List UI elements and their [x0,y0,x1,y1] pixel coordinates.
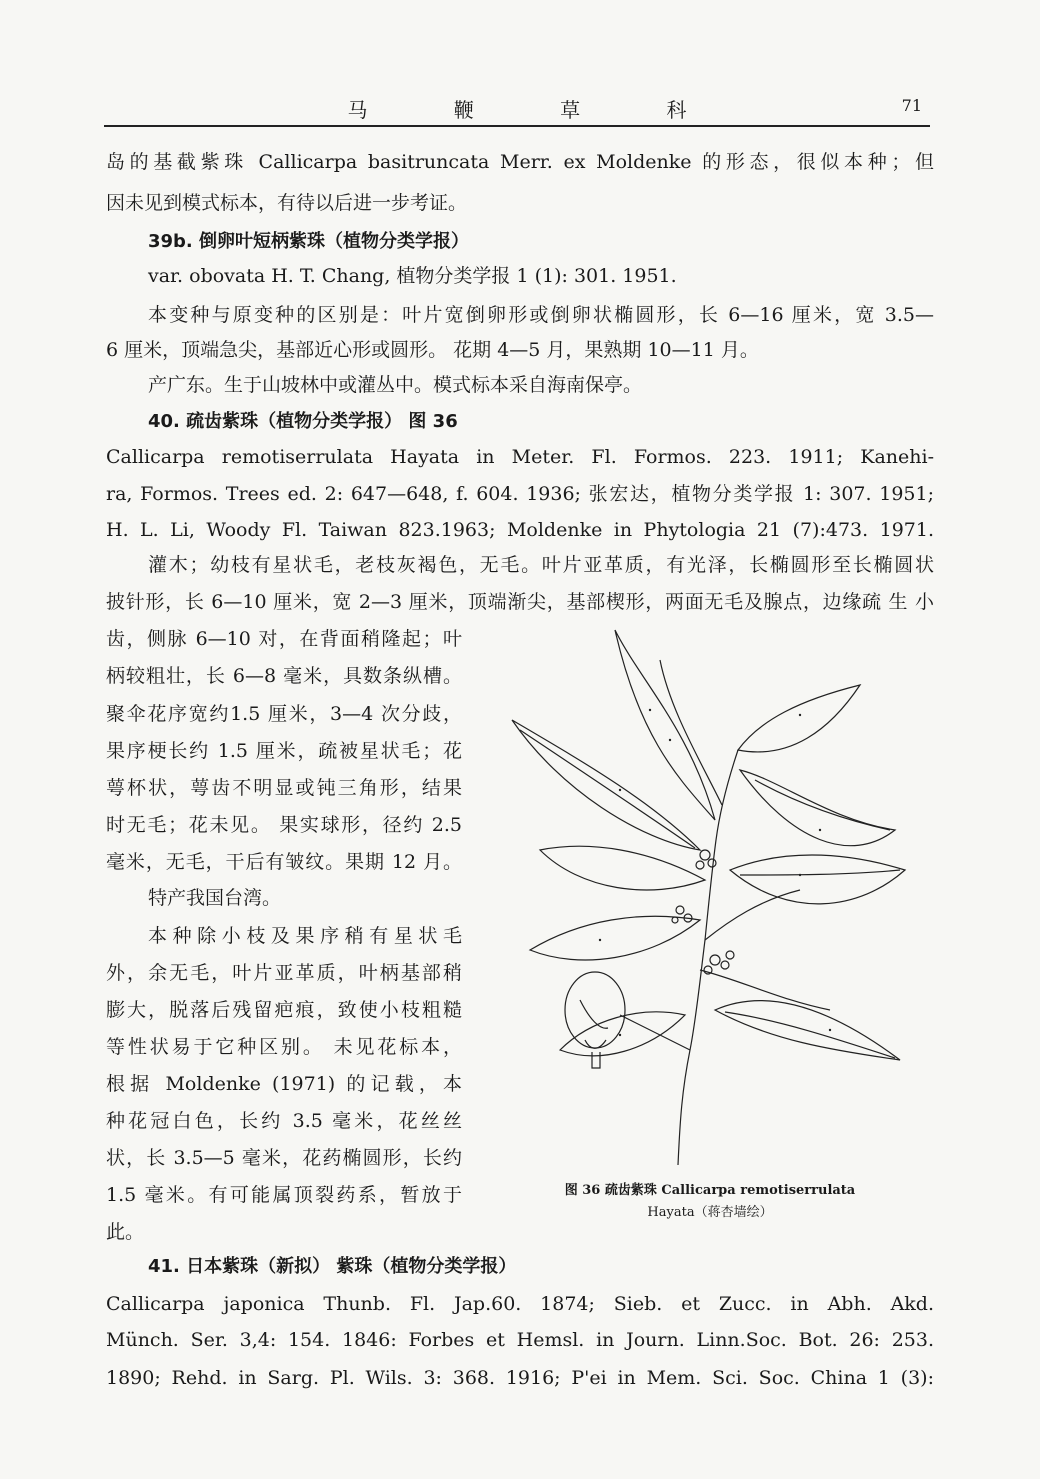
column-line: 此。 [106,1221,145,1243]
column-line: 毫米，无毛，干后有皱纹。果期 12 月。 [106,851,462,873]
description-line: 灌木；幼枝有星状毛，老枝灰褐色，无毛。叶片亚革质，有光泽，长椭圆形至长椭圆状 [148,554,934,576]
caption-line: 图 36 疏齿紫珠 Callicarpa remotiserrulata [564,1183,856,1198]
column-line: 时无毛；花未见。 果实球形，径约 2.5 [106,814,462,836]
column-line: 特产我国台湾。 [148,887,282,909]
section-heading-40: 40. 疏齿紫珠（植物分类学报） 图 36 [148,411,458,432]
botanical-illustration [500,620,920,1165]
body-line: 因未见到模式标本，有待以后进一步考证。 [106,192,468,214]
species-citation: Callicarpa japonica Thunb. Fl. Jap.60. 1874; Sieb. et Zucc. in Abh. Akd. [106,1293,934,1315]
column-line: 根据 Moldenke (1971) 的记载，本 [106,1073,462,1095]
section-heading-41: 41. 日本紫珠（新拟） 紫珠（植物分类学报） [148,1256,517,1277]
column-line: 果序梗长约 1.5 厘米，疏被星状毛；花 [106,740,462,762]
figure-caption [500,1180,920,1224]
header-rule [104,125,930,127]
column-line: 齿，侧脉 6—10 对，在背面稍隆起；叶 [106,628,462,650]
body-line: 6 厘米，顶端急尖，基部近心形或圆形。 花期 4—5 月，果熟期 10—11 月。 [106,339,759,361]
column-line: 本种除小枝及果序稍有星状毛 [148,925,462,947]
column-line: 外，余无毛，叶片亚革质，叶柄基部稍 [106,962,462,984]
column-line: 种花冠白色，长约 3.5 毫米，花丝丝 [106,1110,462,1132]
column-line: 等性状易于它种区别。 未见花标本， [106,1036,462,1058]
page-number: 71 [901,96,922,115]
column-line: 萼杯状，萼齿不明显或钝三角形，结果 [106,777,462,799]
column-line: 柄较粗壮，长 6—8 毫米，具数条纵槽。 [106,665,462,687]
column-line: 聚伞花序宽约1.5 厘米，3—4 次分歧， [106,703,462,725]
body-line: var. obovata H. T. Chang, 植物分类学报 1 (1): 301. 1951. [148,265,677,287]
citation-line: H. L. Li, Woody Fl. Taiwan 823.1963; Moldenke in Phytologia 21 (7):473. 1971. [106,519,934,541]
species-citation: Callicarpa remotiserrulata Hayata in Meter. Fl. Formos. 223. 1911; Kanehi- [106,446,934,468]
column-line: 膨大，脱落后残留疤痕，致使小枝粗糙 [106,999,462,1021]
running-title: 马 鞭 草 科 [347,98,727,122]
body-line: 本变种与原变种的区别是：叶片宽倒卵形或倒卵状椭圆形，长 6—16 厘米，宽 3.5— [148,304,934,326]
section-heading-39b: 39b. 倒卵叶短柄紫珠（植物分类学报） [148,231,470,252]
column-line: 状，长 3.5—5 毫米，花药椭圆形，长约 [106,1147,462,1169]
description-line: 披针形，长 6—10 厘米，宽 2—3 厘米，顶端渐尖，基部楔形，两面无毛及腺点，边缘疏 生 小 [106,591,934,613]
body-line: 岛的基截紫珠 Callicarpa basitruncata Merr. ex Moldenke 的形态，很似本种；但 [106,151,934,173]
body-line: 产广东。生于山坡林中或灌丛中。模式标本采自海南保亭。 [148,374,643,396]
citation-line: ra, Formos. Trees ed. 2: 647—648, f. 604. 1936; 张宏达，植物分类学报 1: 307. 1951; [106,483,934,505]
citation-line: 1890; Rehd. in Sarg. Pl. Wils. 3: 368. 1916; P'ei in Mem. Sci. Soc. China 1 (3): [106,1367,934,1389]
running-header [104,90,930,126]
citation-line: Münch. Ser. 3,4: 154. 1846: Forbes et Hemsl. in Journ. Linn.Soc. Bot. 26: 253. [106,1329,934,1351]
caption-credit: Hayata（蒋杏墙绘） [647,1205,773,1220]
column-line: 1.5 毫米。有可能属顶裂药系，暂放于 [106,1184,462,1206]
